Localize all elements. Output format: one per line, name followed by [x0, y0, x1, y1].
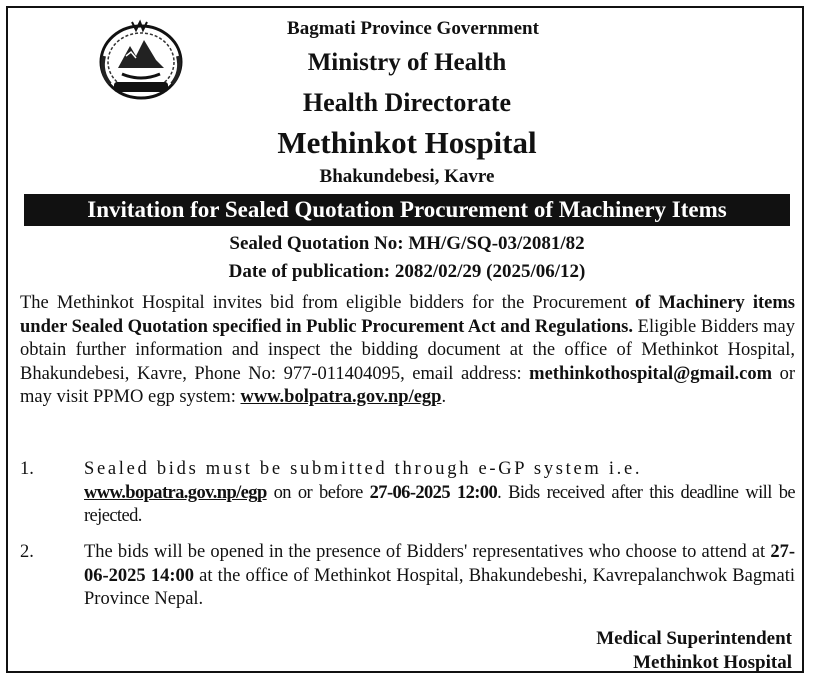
email-link[interactable]: methinkothospital@gmail.com — [529, 363, 772, 384]
bolpatra-link[interactable]: www.bopatra.gov.np/egp — [84, 482, 267, 503]
opening-datetime: 27-06-2025 14:00 — [84, 542, 795, 586]
notice-title-banner: Invitation for Sealed Quotation Procurement of Machinery Items — [24, 194, 790, 226]
list-item-text-part: on or before — [266, 482, 370, 503]
list-item-text — [84, 458, 795, 529]
publication-date: Date of publication: 2082/02/29 (2025/06/12) — [228, 261, 586, 282]
submission-deadline: 27-06-2025 12:00 — [369, 482, 498, 503]
notice-document — [6, 6, 804, 673]
list-item-text-part: Sealed bids must be submitted through e-GP system i.e. — [84, 459, 643, 479]
list-item-text-part: at the office of Methinkot Hospital, Bhakundebeshi, Kavrepalanchwok Bagmati Province Nepal. — [84, 565, 795, 609]
government-heading: Bagmati Province Government — [287, 18, 539, 39]
intro-text: . — [441, 387, 447, 407]
hospital-heading: Methinkot Hospital — [277, 125, 537, 160]
signature-title: Medical Superintendent — [596, 628, 792, 649]
ministry-heading: Ministry of Health — [307, 49, 507, 76]
signature-organization: Methinkot Hospital — [633, 652, 792, 673]
intro-bold-text: of Machinery items under Sealed Quotation specified in Public Procurement Act and Regulations. — [20, 293, 795, 337]
intro-text: Eligible Bidders may obtain further information and inspect the bidding document at the office of Methinkot Hospital, Bhakundebesi, Kavre, Phone No: 977-011404095, email address: — [20, 316, 795, 384]
list-item-number: 1. — [20, 459, 34, 479]
quotation-number: Sealed Quotation No: MH/G/SQ-03/2081/82 — [229, 233, 585, 254]
list-item-text-part: . Bids received after this deadline will be rejected. — [84, 482, 795, 526]
directorate-heading: Health Directorate — [302, 88, 512, 117]
address-heading: Bhakundebesi, Kavre — [319, 166, 495, 187]
list-item-number: 2. — [20, 542, 34, 562]
intro-text: or may visit PPMO egp system: — [20, 363, 795, 407]
list-item-text-part: The bids will be opened in the presence of Bidders' representatives who choose to attend at — [84, 542, 771, 562]
list-item-text — [84, 541, 795, 612]
intro-paragraph — [20, 292, 795, 410]
intro-text: The Methinkot Hospital invites bid from eligible bidders for the Procurement — [20, 293, 635, 313]
egp-link[interactable]: www.bolpatra.gov.np/egp — [240, 387, 442, 407]
